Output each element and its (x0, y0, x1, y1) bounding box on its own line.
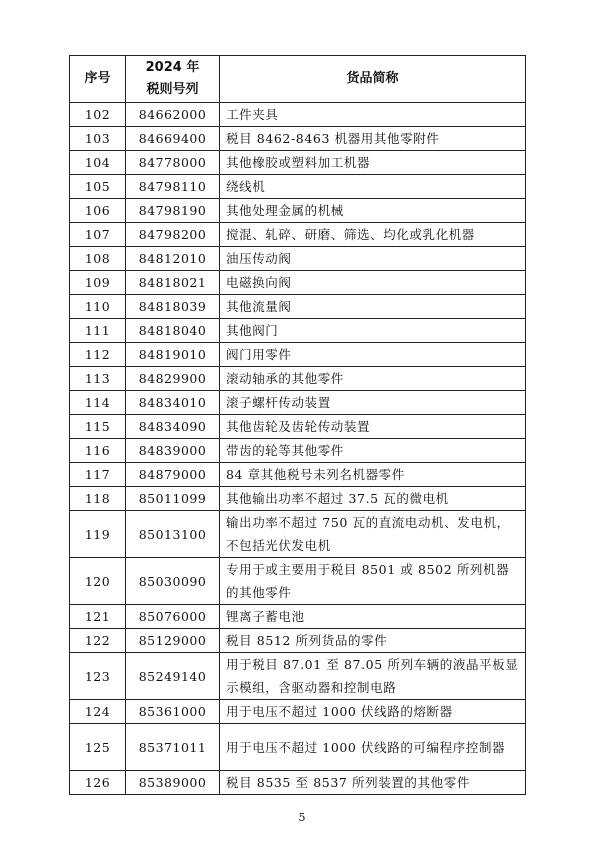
row-serial-number: 113 (70, 367, 126, 391)
row-serial-number: 118 (70, 487, 126, 511)
table-row (70, 319, 526, 343)
row-goods-name: 用于电压不超过 1000 伏线路的熔断器 (220, 700, 526, 724)
table-row (70, 271, 526, 295)
row-serial-number: 110 (70, 295, 126, 319)
row-tariff-code: 85129000 (126, 629, 220, 653)
table-row (70, 151, 526, 175)
row-tariff-code: 84879000 (126, 463, 220, 487)
row-goods-name: 用于税目 87.01 至 87.05 所列车辆的液晶平板显示模组，含驱动器和控制电路 (220, 653, 526, 700)
row-goods-name: 搅混、轧碎、研磨、筛选、均化或乳化机器 (220, 223, 526, 247)
row-tariff-code: 84819010 (126, 343, 220, 367)
row-serial-number: 115 (70, 415, 126, 439)
row-tariff-code: 84812010 (126, 247, 220, 271)
table-row (70, 700, 526, 724)
table-row (70, 415, 526, 439)
row-serial-number: 117 (70, 463, 126, 487)
table-row (70, 463, 526, 487)
table-row (70, 558, 526, 605)
row-tariff-code: 85249140 (126, 653, 220, 700)
row-tariff-code: 84834090 (126, 415, 220, 439)
row-tariff-code: 85013100 (126, 511, 220, 558)
row-tariff-code: 84829900 (126, 367, 220, 391)
row-goods-name: 电磁换向阀 (220, 271, 526, 295)
row-serial-number: 102 (70, 103, 126, 127)
table-row (70, 367, 526, 391)
header-goods-name: 货品简称 (220, 56, 526, 103)
row-tariff-code: 84798110 (126, 175, 220, 199)
table-row (70, 127, 526, 151)
table-header-row (70, 56, 526, 103)
row-serial-number: 106 (70, 199, 126, 223)
row-goods-name: 工件夹具 (220, 103, 526, 127)
row-tariff-code: 84798200 (126, 223, 220, 247)
row-serial-number: 104 (70, 151, 126, 175)
row-goods-name: 油压传动阀 (220, 247, 526, 271)
table-row (70, 199, 526, 223)
row-serial-number: 123 (70, 653, 126, 700)
row-tariff-code: 85389000 (126, 771, 220, 795)
row-tariff-code: 85371011 (126, 724, 220, 771)
row-serial-number: 114 (70, 391, 126, 415)
row-goods-name: 其他阀门 (220, 319, 526, 343)
row-goods-name: 阀门用零件 (220, 343, 526, 367)
header-serial-number: 序号 (70, 56, 126, 103)
table-row (70, 343, 526, 367)
row-serial-number: 124 (70, 700, 126, 724)
row-serial-number: 107 (70, 223, 126, 247)
row-tariff-code: 84669400 (126, 127, 220, 151)
row-tariff-code: 85030090 (126, 558, 220, 605)
row-tariff-code: 84662000 (126, 103, 220, 127)
row-goods-name: 其他齿轮及齿轮传动装置 (220, 415, 526, 439)
row-goods-name: 其他橡胶或塑料加工机器 (220, 151, 526, 175)
table-row (70, 295, 526, 319)
table-row (70, 391, 526, 415)
row-goods-name: 带齿的轮等其他零件 (220, 439, 526, 463)
row-goods-name: 84 章其他税号未列名机器零件 (220, 463, 526, 487)
table-row (70, 223, 526, 247)
row-goods-name: 其他输出功率不超过 37.5 瓦的微电机 (220, 487, 526, 511)
row-goods-name: 滚动轴承的其他零件 (220, 367, 526, 391)
row-tariff-code: 84834010 (126, 391, 220, 415)
row-serial-number: 105 (70, 175, 126, 199)
row-goods-name: 税目 8462-8463 机器用其他零附件 (220, 127, 526, 151)
table-row (70, 653, 526, 700)
table-row (70, 629, 526, 653)
row-tariff-code: 85011099 (126, 487, 220, 511)
row-goods-name: 用于电压不超过 1000 伏线路的可编程序控制器 (220, 724, 526, 771)
row-tariff-code: 85361000 (126, 700, 220, 724)
table-body (70, 103, 526, 795)
header-tariff-code (126, 56, 220, 103)
row-serial-number: 122 (70, 629, 126, 653)
header-tariff-code-line1: 2024 年 (145, 60, 200, 75)
row-tariff-code: 84818040 (126, 319, 220, 343)
row-goods-name: 滚子螺杆传动装置 (220, 391, 526, 415)
row-serial-number: 120 (70, 558, 126, 605)
table-row (70, 771, 526, 795)
row-serial-number: 119 (70, 511, 126, 558)
table-row (70, 247, 526, 271)
table-row (70, 511, 526, 558)
row-tariff-code: 84839000 (126, 439, 220, 463)
table-row (70, 724, 526, 771)
table-row (70, 487, 526, 511)
row-goods-name: 绕线机 (220, 175, 526, 199)
table-row (70, 103, 526, 127)
table-row (70, 175, 526, 199)
row-tariff-code: 84778000 (126, 151, 220, 175)
row-tariff-code: 84798190 (126, 199, 220, 223)
row-goods-name: 税目 8512 所列货品的零件 (220, 629, 526, 653)
row-tariff-code: 85076000 (126, 605, 220, 629)
row-goods-name: 输出功率不超过 750 瓦的直流电动机、发电机，不包括光伏发电机 (220, 511, 526, 558)
row-goods-name: 其他流量阀 (220, 295, 526, 319)
row-serial-number: 103 (70, 127, 126, 151)
row-goods-name: 税目 8535 至 8537 所列装置的其他零件 (220, 771, 526, 795)
row-serial-number: 109 (70, 271, 126, 295)
row-serial-number: 111 (70, 319, 126, 343)
row-serial-number: 108 (70, 247, 126, 271)
row-goods-name: 专用于或主要用于税目 8501 或 8502 所列机器的其他零件 (220, 558, 526, 605)
row-serial-number: 121 (70, 605, 126, 629)
row-goods-name: 锂离子蓄电池 (220, 605, 526, 629)
goods-table (69, 55, 526, 795)
row-serial-number: 126 (70, 771, 126, 795)
row-goods-name: 其他处理金属的机械 (220, 199, 526, 223)
row-tariff-code: 84818021 (126, 271, 220, 295)
row-serial-number: 116 (70, 439, 126, 463)
row-serial-number: 125 (70, 724, 126, 771)
table-row (70, 439, 526, 463)
table-row (70, 605, 526, 629)
page-number: 5 (298, 811, 306, 824)
header-tariff-code-line2: 税则号列 (146, 82, 199, 97)
row-tariff-code: 84818039 (126, 295, 220, 319)
row-serial-number: 112 (70, 343, 126, 367)
